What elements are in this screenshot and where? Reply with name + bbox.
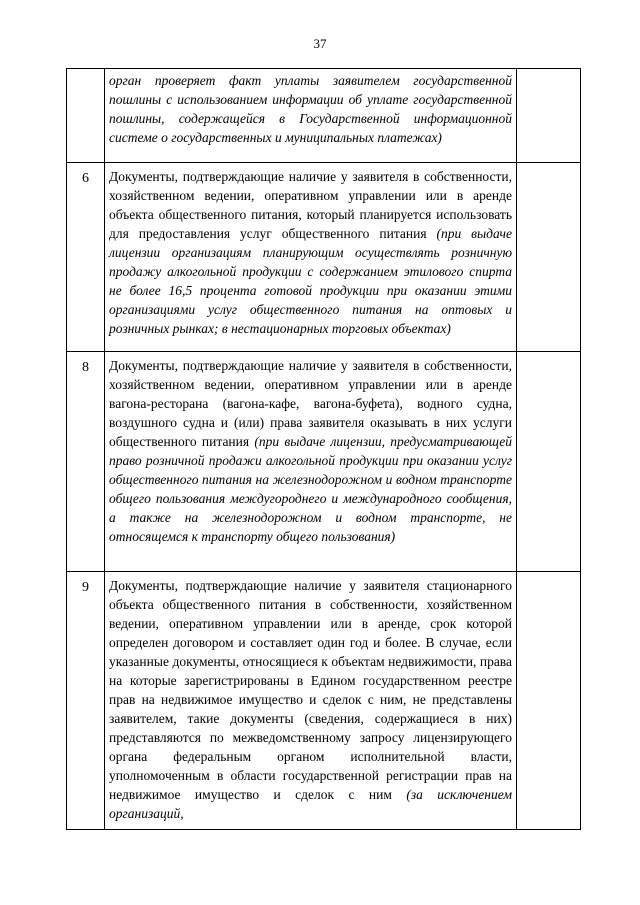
row-text-italic: (за исключением организаций, [109, 787, 513, 821]
table-row [67, 352, 581, 572]
requirements-table [66, 68, 581, 830]
row-empty-cell [517, 69, 581, 163]
row-text-normal: Документы, подтверждающие наличие у заявителя в собственности, хозяйственном ведении, оперативном управлении или в аренде объекта общественного питания, который планируется использовать для предоставления услуг общественного питания [109, 169, 512, 241]
table-row [67, 69, 581, 163]
row-empty-cell [517, 572, 581, 830]
row-text-italic: орган проверяет факт уплаты заявителем государственной пошлины с использованием информации об уплате государственной пошлины, содержащейся в Государственной информационной системе о государственных и муниципальных платежах) [109, 73, 512, 145]
row-text [105, 572, 517, 830]
row-number: 9 [67, 572, 105, 830]
row-text [105, 352, 517, 572]
row-text [105, 163, 517, 352]
row-text-italic: (при выдаче лицензии, предусматривающей право розничной продажи алкогольной продукции при оказании услуг общественного питания на железнодорожном и водном транспорте общего пользования междугороднего и международного сообщения, а также на железнодорожном и водном транспорте, не относящемся к транспорту общего пользования) [109, 434, 512, 544]
row-empty-cell [517, 352, 581, 572]
row-text-italic: (при выдаче лицензии организациям планирующим осуществлять розничную продажу алкогольной продукции с содержанием этилового спирта не более 16,5 процента готовой продукции при оказании этими организациями услуг общественного питания на оптовых и розничных рынках; в нестационарных торговых объектах) [109, 226, 512, 336]
table-row [67, 163, 581, 352]
row-text-normal: Документы, подтверждающие наличие у заявителя стационарного объекта общественного питания в собственности, хозяйственном ведении, оперативном управлении или в аренде, срок которой определен договором и составляет один год и более. В случае, если указанные документы, относящиеся к объектам недвижимости, права на которые зарегистрированы в Едином государственном реестре прав на недвижимое имущество и сделок с ним, не представлены заявителем, такие документы (сведения, содержащиеся в них) представляются по межведомственному запросу лицензирующего органа федеральным органом исполнительной власти, уполномоченным в области государственной регистрации прав на недвижимое имущество и сделок с ним [109, 578, 512, 802]
table-row [67, 572, 581, 830]
row-number: 8 [67, 352, 105, 572]
row-text [105, 69, 517, 163]
row-empty-cell [517, 163, 581, 352]
row-number [67, 69, 105, 163]
page-number: 37 [313, 36, 327, 51]
row-text-normal: Документы, подтверждающие наличие у заявителя в собственности, хозяйственном ведении, оперативном управлении или в аренде вагона-ресторана (вагона-кафе, вагона-буфета), водного судна, воздушного судна и (или) права заявителя оказывать в них услуги общественного питания [109, 358, 512, 449]
row-number: 6 [67, 163, 105, 352]
